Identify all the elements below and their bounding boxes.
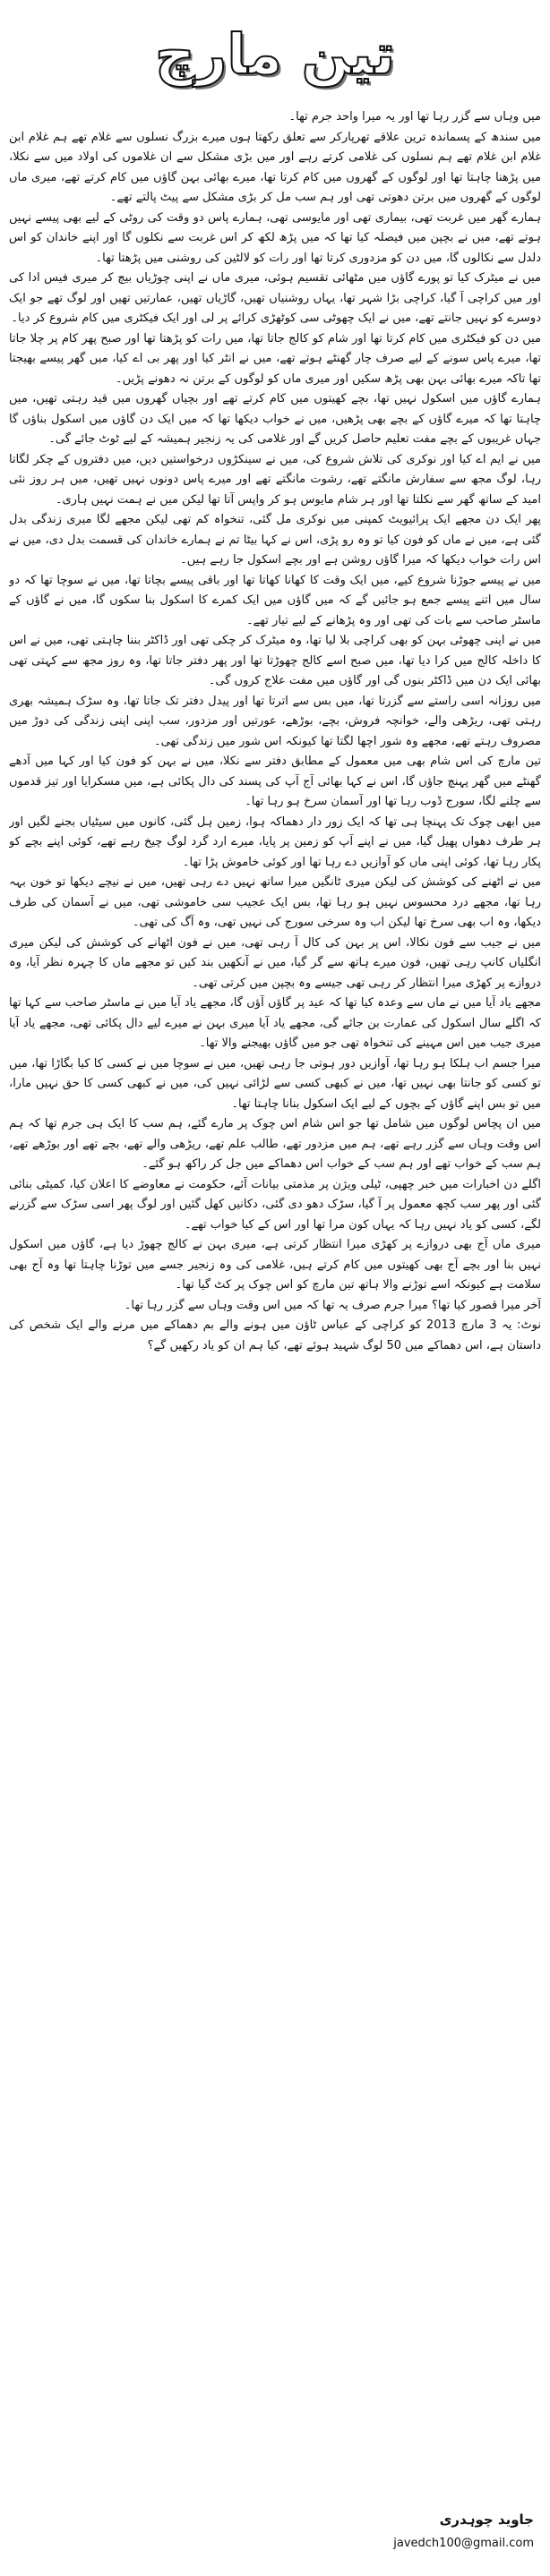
title-banner (9, 0, 541, 107)
article-paragraph: میں نے اپنی چھوٹی بہن کو بھی کراچی بلا لیا تھا، وہ میٹرک کر چکی تھی اور ڈاکٹر بننا چاہتی تھی، میں نے اس کا داخلہ کالج میں کرا دیا تھا، میں صبح اسے کالج چھوڑتا تھا اور پھر دفتر جاتا تھا، وہ روز مجھ سے کہتی تھی بھائی ایک دن میں ڈاکٹر بنوں گی اور گاؤں میں مفت علاج کروں گی۔ (9, 634, 541, 687)
article-paragraph: میں نے ایم اے کیا اور نوکری کی تلاش شروع کی، میں نے سینکڑوں درخواستیں دیں، میں دفتروں کے چکر لگاتا رہا، لوگ مجھ سے سفارش مانگتے تھے، رشوت مانگتے تھے اور میرے پاس دونوں نہیں تھیں، میں ہر روز نئی امید کے ساتھ گھر سے نکلتا تھا اور ہر شام مایوس ہو کر واپس آتا تھا لیکن میں نے ہمت نہیں ہاری۔ (9, 452, 541, 507)
article-paragraph: میں دن کو فیکٹری میں کام کرتا تھا اور شام کو کالج جاتا تھا، میں رات کو پڑھتا تھا اور صبح پھر کام پر چلا جاتا تھا، میرے پاس سونے کے لیے صرف چار گھنٹے ہوتے تھے، میں نے انٹر کیا اور پھر بی اے کیا، میں گھر پیسے بھیجتا تھا تاکہ میرے بھائی بہن بھی پڑھ سکیں اور میری ماں کو لوگوں کے برتن نہ دھونے پڑیں۔ (9, 331, 541, 386)
article-body (9, 107, 541, 2497)
author-name: جاوید چوہدری (439, 2512, 534, 2528)
article-paragraph: آخر میرا قصور کیا تھا؟ میرا جرم صرف یہ تھا کہ میں اس وقت وہاں سے گزر رہا تھا۔ (124, 1298, 541, 1312)
article-paragraph: میں نے پیسے جوڑنا شروع کیے، میں ایک وقت کا کھانا کھاتا تھا اور باقی پیسے بچاتا تھا، میں نے سوچا تھا کہ دو سال میں اتنے پیسے جمع ہو جائیں گے کہ میں گاؤں میں ایک کمرے کا اسکول بنا سکوں گا، میں نے گاؤں کے ماسٹر صاحب سے بات کی تھی اور وہ پڑھانے کے لیے تیار تھے۔ (9, 573, 541, 627)
article-paragraph: میں نے میٹرک کیا تو پورے گاؤں میں مٹھائی تقسیم ہوئی، میری ماں نے اپنی چوڑیاں بیچ کر میری فیس ادا کی اور میں کراچی آ گیا، کراچی بڑا شہر تھا، یہاں روشنیاں تھیں، گاڑیاں تھیں، عمارتیں تھیں اور لوگ تھے جو ایک دوسرے کو نہیں جانتے تھے، میں نے ایک چھوٹی سی کوٹھڑی کرائے پر لی اور ایک فیکٹری میں کام شروع کر دیا۔ (9, 271, 541, 325)
article-paragraph: میں نے جیب سے فون نکالا، اس پر بہن کی کال آ رہی تھی، میں نے فون اٹھانے کی کوشش کی لیکن میری انگلیاں کانپ رہی تھیں، فون میرے ہاتھ سے گر گیا، میں نے آنکھیں بند کیں تو مجھے ماں کا چہرہ نظر آیا، وہ دروازے پر کھڑی میرا انتظار کر رہی تھی جیسے وہ بچپن میں کرتی تھی۔ (9, 935, 541, 990)
article-paragraph: پھر ایک دن مجھے ایک پرائیویٹ کمپنی میں نوکری مل گئی، تنخواہ کم تھی لیکن مجھے لگا میری زندگی بدل گئی ہے، میں نے ماں کو فون کیا تو وہ رو پڑی، اس نے کہا بیٹا تم نے ہمارے خاندان کی قسمت بدل دی، میں نے اس رات خواب دیکھا کہ میرا گاؤں روشن ہے اور بچے اسکول جا رہے ہیں۔ (9, 513, 541, 567)
article-paragraph: میرا جسم اب ہلکا ہو رہا تھا، آوازیں دور ہوتی جا رہی تھیں، میں نے سوچا میں نے کسی کا کیا بگاڑا تھا، میں تو کسی کو جانتا بھی نہیں تھا، میں نے کبھی کسی سے لڑائی نہیں کی، میں نے کبھی کسی کا حق نہیں مارا، میں تو بس اپنے گاؤں کے بچوں کے لیے ایک اسکول بنانا چاہتا تھا۔ (9, 1056, 541, 1111)
article-paragraph: میں روزانہ اسی راستے سے گزرتا تھا، میں بس سے اترتا تھا اور پیدل دفتر تک جاتا تھا، وہ سڑک ہمیشہ بھری رہتی تھی، ریڑھی والے، خوانچہ فروش، بچے، بوڑھے، عورتیں اور مزدور، سب اپنی اپنی زندگی کی دوڑ میں مصروف رہتے تھے، مجھے وہ شور اچھا لگتا تھا کیونکہ اس شور میں زندگی تھی۔ (9, 694, 541, 748)
article-paragraph: میں وہاں سے گزر رہا تھا اور یہ میرا واحد جرم تھا۔ (288, 110, 541, 124)
article-paragraph: ہمارے گھر میں غربت تھی، بیماری تھی اور مایوسی تھی، ہمارے پاس دو وقت کی روٹی کے لیے بھی پیسے نہیں ہوتے تھے، میں نے بچپن میں فیصلہ کیا تھا کہ میں پڑھ لکھ کر اس غربت سے نکلوں گا اور اپنے خاندان کو اس دلدل سے نکالوں گا، میں دن کو مزدوری کرتا تھا اور رات کو لالٹین کی روشنی میں پڑھتا تھا۔ (9, 210, 541, 265)
article-paragraph: میں نے اٹھنے کی کوشش کی لیکن میری ٹانگیں میرا ساتھ نہیں دے رہی تھیں، میں نے نیچے دیکھا تو خون بہہ رہا تھا، مجھے درد محسوس نہیں ہو رہا تھا، بس ایک عجیب سی خاموشی تھی، میں نے آسمان کی طرف دیکھا، وہ اب بھی سرخ تھا لیکن اب وہ سرخی سورج کی نہیں تھی، وہ آگ کی تھی۔ (9, 875, 541, 929)
article-paragraph: ہمارے گاؤں میں اسکول نہیں تھا، بچے کھیتوں میں کام کرتے تھے اور بچیاں گھروں میں قید رہتی تھیں، میں چاہتا تھا کہ میرے گاؤں کے بچے بھی پڑھیں، میں نے خواب دیکھا تھا کہ میں ایک دن گاؤں میں اسکول بناؤں گا جہاں غریبوں کے بچے مفت تعلیم حاصل کریں گے اور غلامی کی یہ زنجیر ہمیشہ کے لیے ٹوٹ جائے گی۔ (9, 392, 541, 446)
author-email[interactable]: javedch100@gmail.com (393, 2537, 534, 2550)
article-paragraph: مجھے یاد آیا میں نے ماں سے وعدہ کیا تھا کہ عید پر گاؤں آؤں گا، مجھے یاد آیا میں نے ماسٹر صاحب سے کہا تھا کہ اگلے سال اسکول کی عمارت بن جائے گی، مجھے یاد آیا میری بہن نے میرے لیے دال پکائی تھی، مجھے یاد آیا میری جیب میں اس مہینے کی تنخواہ تھی جو میں گاؤں بھیجنے والا تھا۔ (9, 996, 541, 1050)
article-title: تین مارچ (154, 21, 395, 87)
article-paragraph: اگلے دن اخبارات میں خبر چھپی، ٹیلی ویژن پر مذمتی بیانات آئے، حکومت نے معاوضے کا اعلان کیا، کمیٹی بنائی گئی اور پھر سب کچھ معمول پر آ گیا، سڑک دھو دی گئی، دکانیں کھل گئیں اور لوگ پھر اسی سڑک سے گزرنے لگے، کسی کو یاد نہیں رہا کہ یہاں کون مرا تھا اور اس کے کیا خواب تھے۔ (9, 1177, 541, 1232)
article-paragraph: میں ان پچاس لوگوں میں شامل تھا جو اس شام اس چوک پر مارے گئے، ہم سب کا ایک ہی جرم تھا کہ ہم اس وقت وہاں سے گزر رہے تھے، ہم میں مزدور تھے، طالب علم تھے، ریڑھی والے تھے، بچے تھے اور بوڑھے تھے، ہم سب کے خواب تھے اور ہم سب کے خواب اس دھماکے میں جل کر راکھ ہو گئے۔ (9, 1117, 541, 1171)
article-paragraph: میں سندھ کے پسماندہ ترین علاقے تھرپارکر سے تعلق رکھتا ہوں میرے بزرگ نسلوں سے غلام تھے ہم غلام ابن غلام ابن غلام تھے ہم نسلوں کی غلامی کرتے رہے اور میں بڑی مشکل سے ان غلاموں کی اولاد میں سے نکلا، میں پڑھنا چاہتا تھا اور لوگوں کے گھروں میں کام کرتا تھا، میرے بھائی بہن گاؤں میں کام کرتے تھے، میری ماں لوگوں کے گھروں میں برتن دھوتی تھی اور ہم سب مل کر بڑی مشکل سے پیٹ پالتے تھے۔ (9, 130, 541, 204)
article-paragraph: میری ماں آج بھی دروازے پر کھڑی میرا انتظار کرتی ہے، میری بہن نے کالج چھوڑ دیا ہے، گاؤں میں اسکول نہیں بنا اور بچے آج بھی کھیتوں میں کام کرتے ہیں، غلامی کی وہ زنجیر جسے میں توڑنا چاہتا تھا وہ آج بھی سلامت ہے کیونکہ اسے توڑنے والا ہاتھ تین مارچ کو اس چوک پر کٹ گیا تھا۔ (9, 1238, 541, 1292)
byline (9, 2508, 541, 2562)
article-paragraph: تین مارچ کی اس شام بھی میں معمول کے مطابق دفتر سے نکلا، میں نے بہن کو فون کیا اور کہا میں آدھے گھنٹے میں گھر پہنچ جاؤں گا، اس نے کہا بھائی آج آپ کی پسند کی دال پکائی ہے، میں مسکرایا اور تیز قدموں سے چلنے لگا، سورج ڈوب رہا تھا اور آسمان سرخ ہو رہا تھا۔ (9, 755, 541, 808)
article-paragraph: میں ابھی چوک تک پہنچا ہی تھا کہ ایک زور دار دھماکہ ہوا، زمین ہل گئی، کانوں میں سیٹیاں بجنے لگیں اور ہر طرف دھواں پھیل گیا، میں نے اپنے آپ کو زمین پر پایا، میرے ارد گرد لوگ چیخ رہے تھے، کوئی اپنے بچے کو پکار رہا تھا، کوئی اپنی ماں کو آوازیں دے رہا تھا اور کوئی خاموش پڑا تھا۔ (9, 815, 541, 869)
article-note: نوٹ: یہ 3 مارچ 2013 کو کراچی کے عباس ٹاؤن میں ہونے والے بم دھماکے میں مرنے والے ایک شخص کی داستان ہے، اس دھماکے میں 50 لوگ شہید ہوئے تھے، کیا ہم ان کو یاد رکھیں گے؟ (9, 1318, 541, 1352)
